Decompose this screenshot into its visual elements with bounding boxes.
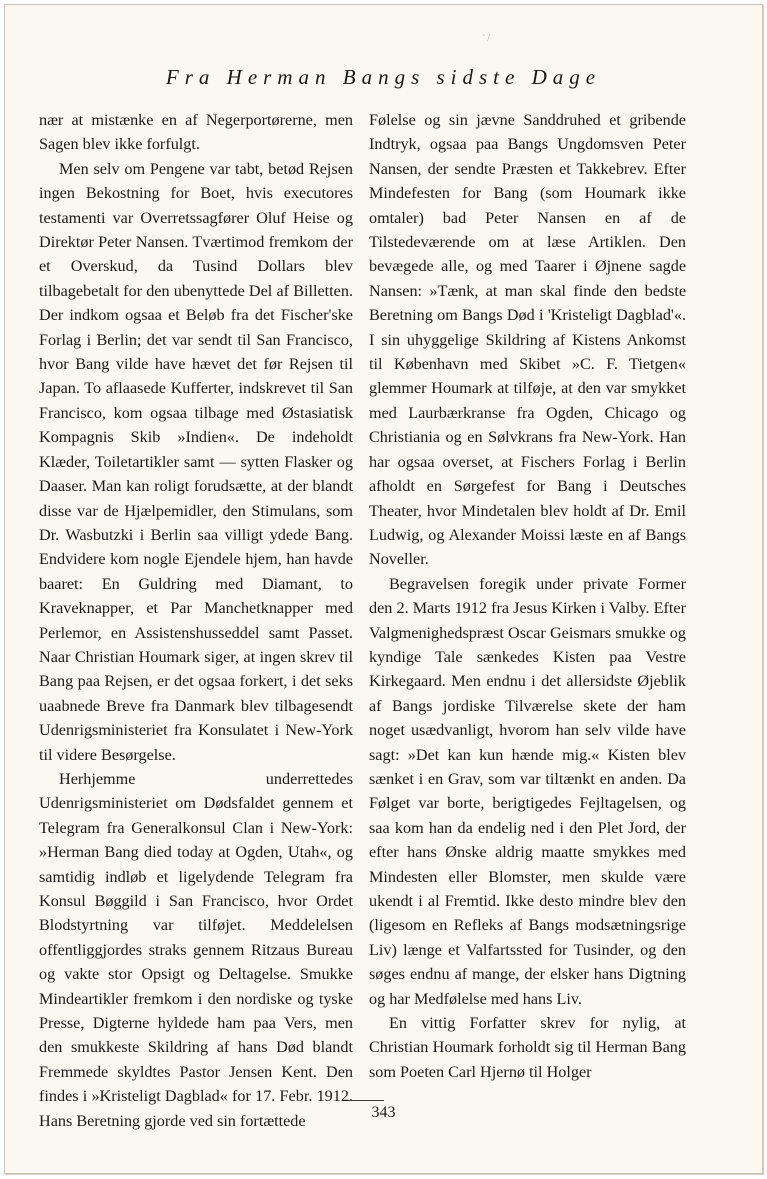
right-column [369,108,686,1084]
paragraph: Følelse og sin jævne Sanddruhed et gribende Indtryk, ogsaa paa Bangs Ungdomsven Peter Nansen, der sendte Præsten et Takkebrev. Efter Mindefesten for Bang (som Houmark ikke omtaler) bad Peter Nansen en af de Tilstedeværende om at læse Artiklen. Den bevægede alle, og med Taarer i Øjnene sagde Nansen: »Tænk, at man skal finde den bedste Beretning om Bangs Død i 'Kristeligt Dagblad'«. I sin uhyggelige Skildring af Kistens Ankomst til København med Skibet »C. F. Tietgen« glemmer Houmark at tilføje, at den var smykket med Laurbærkranse fra Ogden, Chicago og Christiania og en Sølvkrans fra New-York. Han har ogsaa overset, at Fischers Forlag i Berlin afholdt en Sørgefest for Bang i Deutsches Theater, hvor Mindetalen blev holdt af Dr. Emil Ludwig, og Alexander Moissi læste en af Bangs Noveller. [369,111,686,569]
paragraph: Begravelsen foregik under private Former den 2. Marts 1912 fra Jesus Kirken i Valby. Efter Valgmenighedspræst Oscar Geismars smukke og kyndige Tale sænkedes Kisten paa Vestre Kirkegaard. Men endnu i det allersidste Øjeblik af Bangs jordiske Tilværelse skete der ham noget usædvanligt, hvorom han selv vilde have sagt: »Det kan kun hænde mig.« Kisten blev sænket i en Grav, som var tiltænkt en anden. Da Følget var borte, berigtigedes Fejltagelsen, og saa kom han da endelig ned i den Plet Jord, der efter hans Ønske aldrig maatte smykkes med Mindesten eller Blomster, men skulde være ukendt i al Fremtid. Ikke desto mindre blev den (ligesom en Refleks af Bangs modsætningsrige Liv) længe et Valfartssted for Tusinder, og den søges endnu af mange, der elsker hans Digtning og har Medfølelse med hans Liv. [369,574,686,1008]
left-column [39,108,353,1133]
corner-mark: ' / [483,33,491,44]
book-page [4,4,763,1174]
running-header: Fra Herman Bangs sidste Dage [165,65,602,89]
paragraph: nær at mistænke en af Negerportørerne, men Sagen blev ikke forfulgt. [39,111,353,154]
page-number: 343 [371,1104,396,1121]
paragraph: Men selv om Pengene var tabt, betød Rejsen ingen Bekostning for Boet, hvis executores testamenti var Overretssagfører Oluf Heise og Direktør Peter Nansen. Tværtimod fremkom der et Overskud, da Tusind Dollars blev tilbagebetalt for den ubenyttede Del af Billetten. Der indkom ogsaa et Beløb fra det Fischer'ske Forlag i Berlin; det var sendt til San Francisco, hvor Bang vilde have hævet det før Rejsen til Japan. To aflaasede Kufferter, indskrevet til San Francisco, kom ogsaa tilbage med Østasiatisk Kompagnis Skib »Indien«. De indeholdt Klæder, Toiletartikler samt — sytten Flasker og Daaser. Man kan roligt forudsætte, at der blandt disse var de Hjælpemidler, den Stimulans, som Dr. Wasbutzki i Berlin saa villigt ydede Bang. Endvidere kom nogle Ejendele hjem, han havde baaret: En Guldring med Diamant, to Kraveknapper, et Par Manchetknapper med Perlemor, en Assistenshusseddel samt Passet. Naar Christian Houmark siger, at ingen skrev til Bang paa Rejsen, er det ogsaa forkert, i det seks uaabnede Breve fra Danmark blev tilbagesendt Udenrigsministeriet fra Konsulatet i New-York til videre Besørgelse. [39,159,353,764]
page-number-rule [348,1100,384,1101]
paragraph: En vittig Forfatter skrev for nylig, at Christian Houmark forholdt sig til Herman Bang som Poeten Carl Hjernø til Holger [369,1014,686,1081]
paragraph: Herhjemme underrettedes Udenrigsministeriet om Dødsfaldet gennem et Telegram fra Generalkonsul Clan i New-York: »Herman Bang died today at Ogden, Utah«, og samtidig indløb et ligelydende Telegram fra Konsul Bøggild i San Francisco, hvor Ordet Blodstyrtning var tilføjet. Meddelelsen offentliggjordes straks gennem Ritzaus Bureau og vakte stor Opsigt og Deltagelse. Smukke Mindeartikler fremkom i den nordiske og tyske Presse, Digterne hyldede ham paa Vers, men den smukkeste Skildring af hans Død blandt Fremmede skyldtes Pastor Jensen Kent. Den findes i »Kristeligt Dagblad« for 17. Febr. 1912. Hans Beretning gjorde ved sin fortættede [39,769,353,1130]
